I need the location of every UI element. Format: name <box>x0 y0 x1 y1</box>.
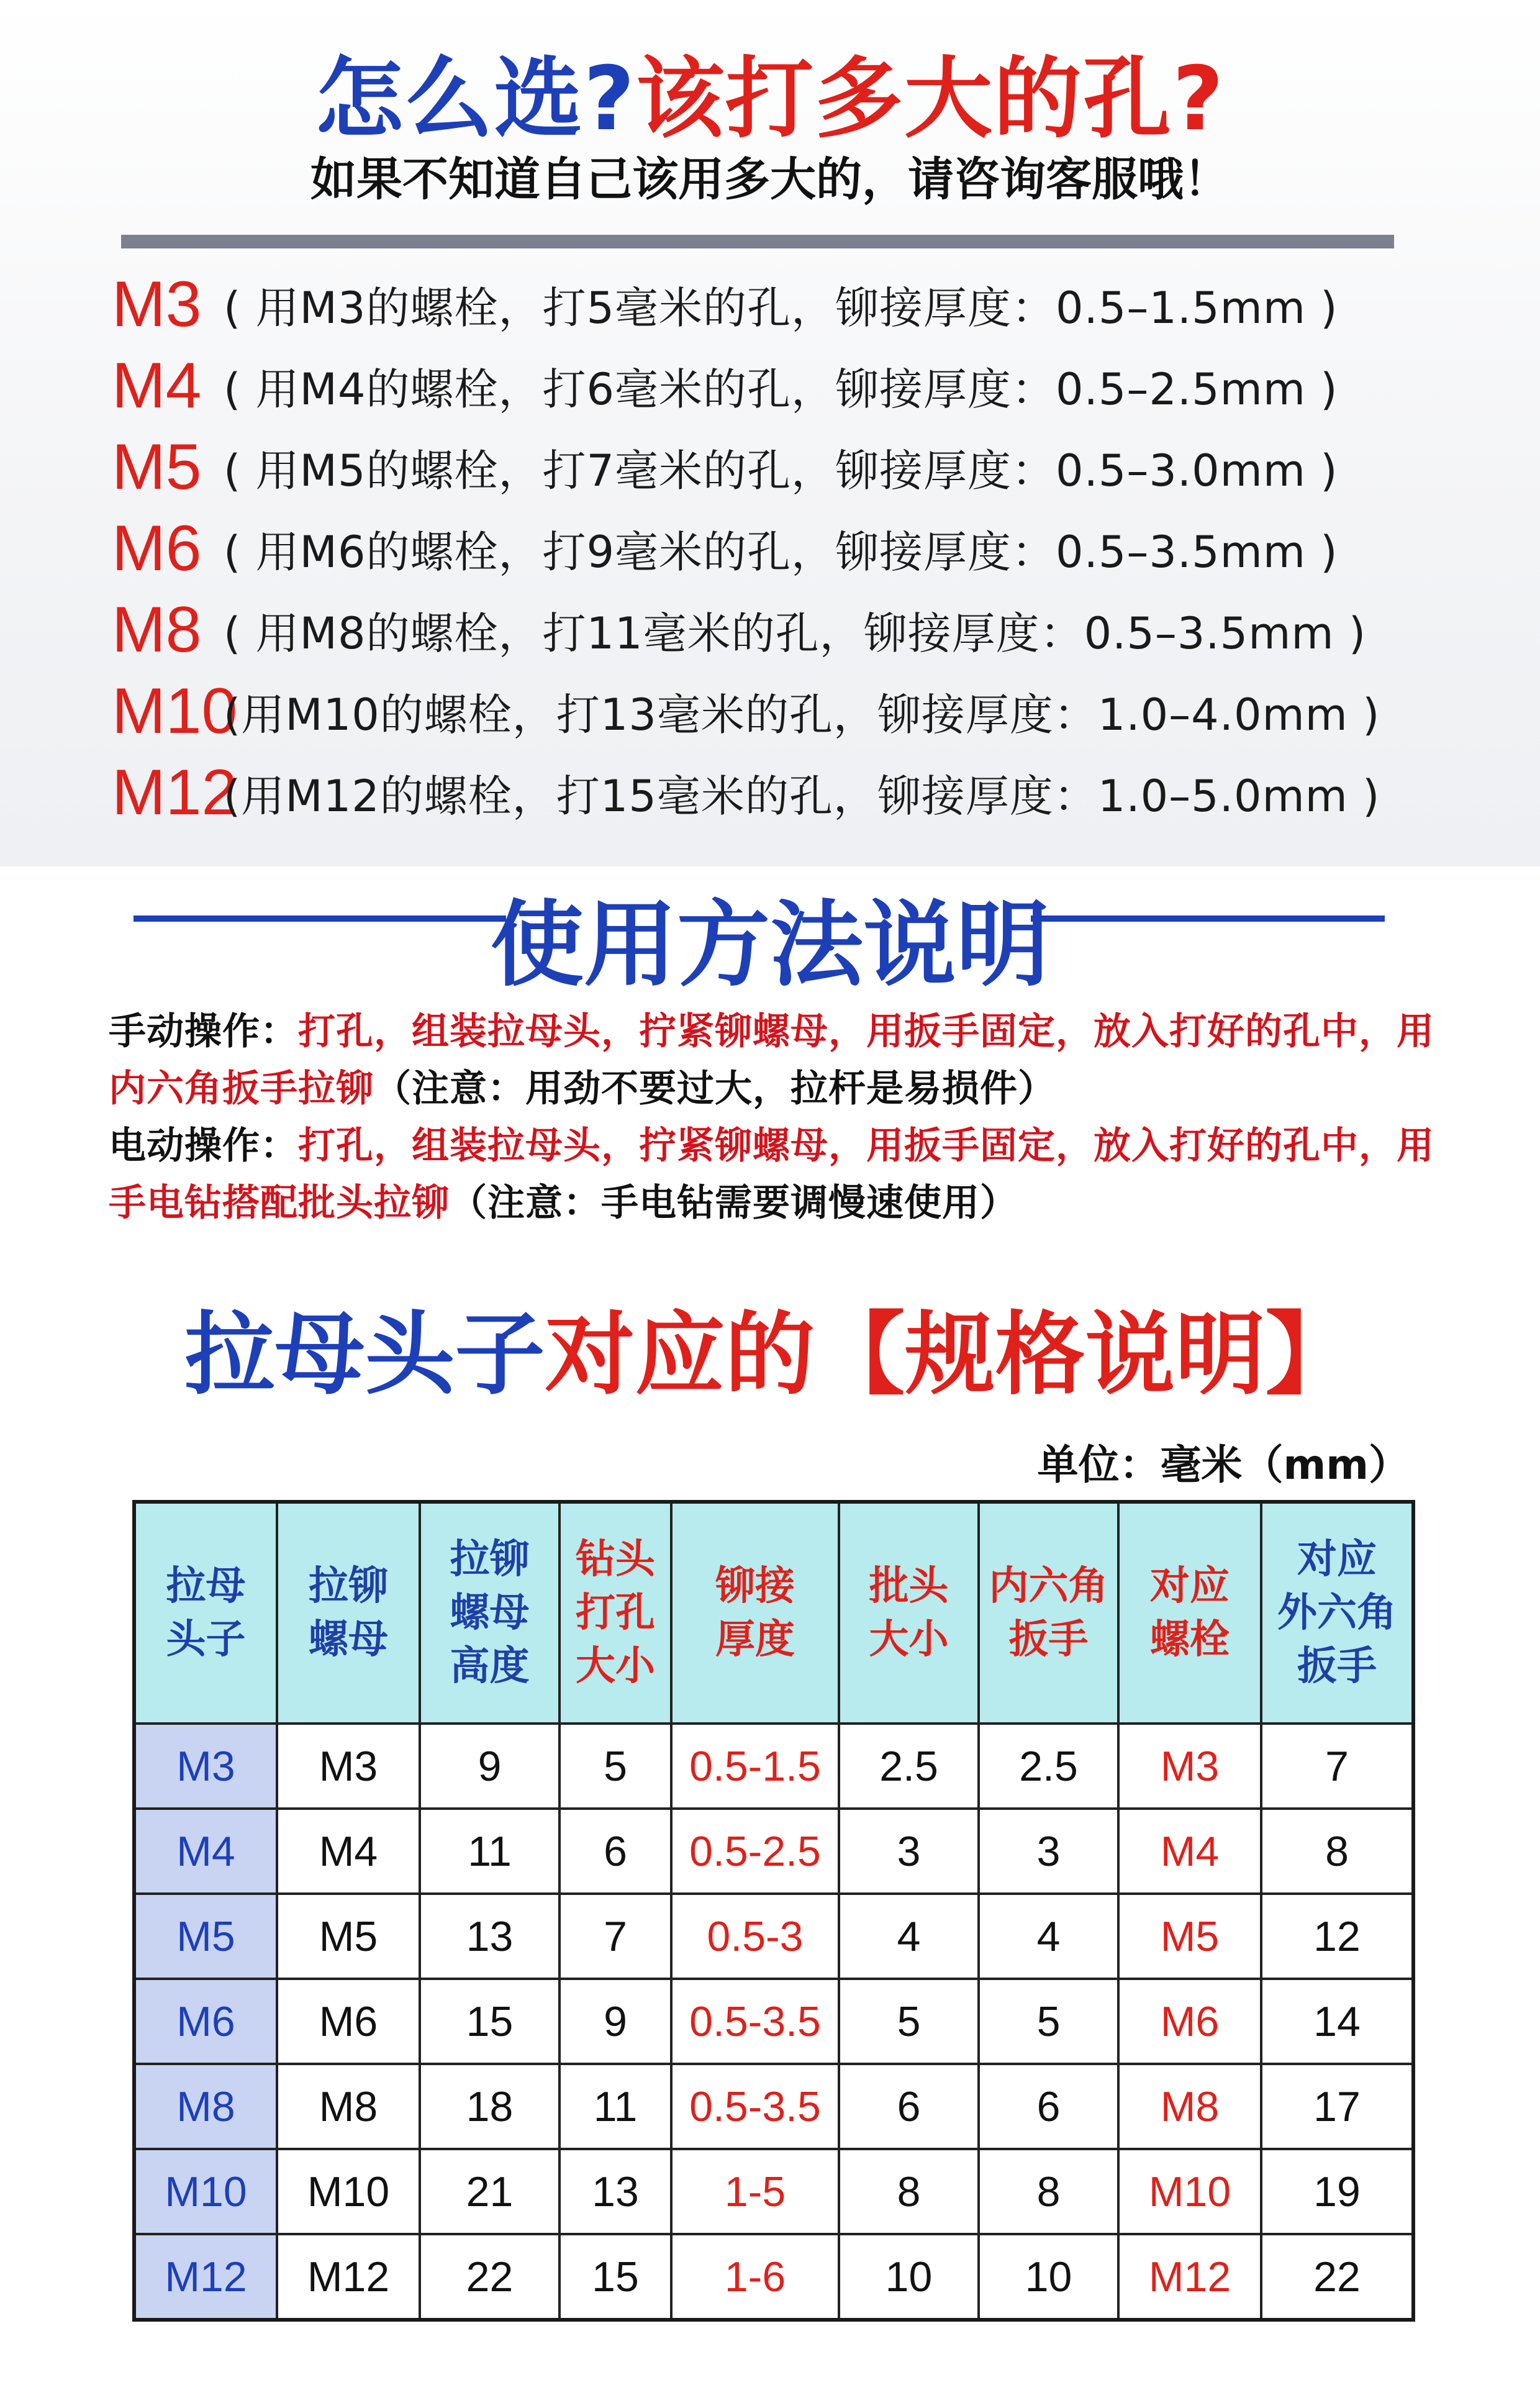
header-line: 螺母 <box>309 1617 388 1663</box>
cell-nut-height: 9 <box>420 1724 559 1809</box>
cell-drill-size: 6 <box>559 1809 671 1894</box>
usage-instructions <box>109 1003 1444 1232</box>
cell-rivet-thickness: 1-6 <box>671 2234 839 2320</box>
cell-drill-size: 13 <box>559 2149 671 2234</box>
table-row <box>134 1894 1413 1979</box>
cell-hex-wrench: 12 <box>1261 1894 1413 1979</box>
spec-line <box>112 264 1434 345</box>
manual-label: 手动操作： <box>109 1010 298 1053</box>
header-line: 螺母 <box>450 1590 530 1636</box>
electric-steps: 打孔，组装拉母头，拧紧铆螺母，用扳手固定，放入打好的孔中，用手电钻搭配批头拉铆 <box>109 1124 1434 1225</box>
header-line: 铆接 <box>715 1563 795 1609</box>
header-line: 头子 <box>166 1617 246 1663</box>
spec-title-red: 对应的【规格说明】 <box>545 1302 1356 1407</box>
spec-code: M3 <box>112 268 202 340</box>
cell-bit-size: 2.5 <box>839 1724 979 1809</box>
cell-bit-size: 6 <box>839 2064 979 2149</box>
header-line: 钻头 <box>576 1537 655 1583</box>
header-line: 厚度 <box>715 1617 795 1663</box>
header-line: 螺栓 <box>1150 1617 1230 1663</box>
spec-line <box>112 671 1434 752</box>
cell-nut-head: M3 <box>134 1724 277 1809</box>
hole-size-subtitle: 如果不知道自己该用多大的，请咨询客服哦！ <box>310 153 1230 206</box>
table-header-row <box>134 1502 1413 1724</box>
electric-operation <box>109 1117 1444 1232</box>
header-line: 高度 <box>450 1643 530 1689</box>
table-body <box>134 1724 1413 2320</box>
cell-hex-key: 6 <box>979 2064 1118 2149</box>
table-row <box>134 2149 1413 2234</box>
cell-matching-bolt: M3 <box>1118 1724 1261 1809</box>
title-question: 怎么选? <box>315 48 636 150</box>
cell-hex-key: 8 <box>979 2149 1118 2234</box>
cell-nut-head: M8 <box>134 2064 277 2149</box>
cell-hex-key: 4 <box>979 1894 1118 1979</box>
table-row <box>134 1724 1413 1809</box>
cell-rivet-thickness: 1-5 <box>671 2149 839 2234</box>
cell-hex-wrench: 14 <box>1261 1979 1413 2064</box>
cell-rivet-nut: M5 <box>277 1894 420 1979</box>
manual-operation <box>109 1003 1444 1117</box>
cell-nut-head: M5 <box>134 1894 277 1979</box>
cell-matching-bolt: M12 <box>1118 2234 1261 2320</box>
cell-drill-size: 7 <box>559 1894 671 1979</box>
cell-bit-size: 5 <box>839 1979 979 2064</box>
cell-matching-bolt: M10 <box>1118 2149 1261 2234</box>
header-hex-wrench <box>1261 1502 1413 1724</box>
header-line: 拉铆 <box>450 1537 530 1583</box>
table-row <box>134 1979 1413 2064</box>
cell-nut-height: 22 <box>420 2234 559 2320</box>
cell-rivet-nut: M10 <box>277 2149 420 2234</box>
header-matching-bolt <box>1118 1502 1261 1724</box>
cell-rivet-nut: M4 <box>277 1809 420 1894</box>
header-rivet-thickness <box>671 1502 839 1724</box>
section-divider <box>121 235 1394 248</box>
cell-rivet-nut: M6 <box>277 1979 420 2064</box>
cell-rivet-thickness: 0.5-3.5 <box>671 2064 839 2149</box>
spec-description: ( 用M4的螺栓，打6毫米的孔，铆接厚度：0.5–2.5mm ) <box>224 364 1338 415</box>
spec-description: ( 用M3的螺栓，打5毫米的孔，铆接厚度：0.5–1.5mm ) <box>224 283 1338 334</box>
usage-heading <box>0 870 1540 999</box>
cell-drill-size: 9 <box>559 1979 671 2064</box>
header-line: 对应 <box>1297 1537 1377 1583</box>
spec-code: M12 <box>112 756 238 829</box>
spec-description: (用M10的螺栓，打13毫米的孔，铆接厚度：1.0–4.0mm ) <box>224 689 1380 740</box>
electric-note: （注意：手电钻需要调慢速使用） <box>450 1181 1018 1225</box>
header-nut-height <box>420 1502 559 1724</box>
cell-nut-height: 18 <box>420 2064 559 2149</box>
header-line: 拉母 <box>166 1563 246 1609</box>
cell-rivet-nut: M12 <box>277 2234 420 2320</box>
bolt-spec-list <box>112 264 1434 834</box>
spec-line <box>112 508 1434 589</box>
header-line: 大小 <box>869 1617 949 1663</box>
header-rivet-nut <box>277 1502 420 1724</box>
cell-nut-height: 21 <box>420 2149 559 2234</box>
cell-hex-key: 3 <box>979 1809 1118 1894</box>
spec-code: M8 <box>112 594 202 666</box>
cell-drill-size: 11 <box>559 2064 671 2149</box>
electric-label: 电动操作： <box>109 1124 298 1168</box>
spec-title-blue: 拉母头子 <box>184 1302 545 1407</box>
unit-label: 单位：毫米（mm） <box>1037 1441 1410 1489</box>
cell-nut-height: 15 <box>420 1979 559 2064</box>
spec-line <box>112 427 1434 508</box>
spec-line <box>112 345 1434 427</box>
cell-matching-bolt: M6 <box>1118 1979 1261 2064</box>
header-line: 大小 <box>576 1643 655 1689</box>
cell-nut-height: 11 <box>420 1809 559 1894</box>
header-line: 拉铆 <box>309 1563 388 1609</box>
cell-nut-head: M4 <box>134 1809 277 1894</box>
spec-description: (用M12的螺栓，打15毫米的孔，铆接厚度：1.0–5.0mm ) <box>224 771 1380 822</box>
spec-code: M5 <box>112 431 202 503</box>
usage-title: 使用方法说明 <box>490 891 1049 999</box>
header-line: 扳手 <box>1297 1643 1377 1689</box>
table-row <box>134 1809 1413 1894</box>
table-row <box>134 2064 1413 2149</box>
header-drill-size <box>559 1502 671 1724</box>
table-row <box>134 2234 1413 2320</box>
spec-line <box>112 752 1434 834</box>
title-highlight: 该打多大的孔? <box>636 48 1225 150</box>
hole-size-title <box>0 28 1540 150</box>
cell-rivet-thickness: 0.5-3 <box>671 1894 839 1979</box>
cell-hex-wrench: 19 <box>1261 2149 1413 2234</box>
manual-steps: 打孔，组装拉母头，拧紧铆螺母，用扳手固定，放入打好的孔中，用内六角扳手拉铆 <box>109 1010 1434 1111</box>
header-line: 对应 <box>1150 1563 1230 1609</box>
cell-matching-bolt: M5 <box>1118 1894 1261 1979</box>
spec-description: ( 用M8的螺栓，打11毫米的孔，铆接厚度：0.5–3.5mm ) <box>224 608 1367 659</box>
cell-hex-key: 10 <box>979 2234 1118 2320</box>
cell-rivet-thickness: 0.5-1.5 <box>671 1724 839 1809</box>
cell-rivet-nut: M3 <box>277 1724 420 1809</box>
spec-code: M4 <box>112 350 202 422</box>
cell-bit-size: 8 <box>839 2149 979 2234</box>
spec-table <box>132 1500 1415 2322</box>
cell-matching-bolt: M4 <box>1118 1809 1261 1894</box>
cell-drill-size: 15 <box>559 2234 671 2320</box>
header-hex-key <box>979 1502 1118 1724</box>
header-line: 扳手 <box>1008 1617 1089 1663</box>
cell-hex-wrench: 17 <box>1261 2064 1413 2149</box>
cell-hex-wrench: 8 <box>1261 1809 1413 1894</box>
cell-nut-head: M10 <box>134 2149 277 2234</box>
header-line: 打孔 <box>576 1590 655 1636</box>
spec-code: M10 <box>112 675 238 747</box>
cell-matching-bolt: M8 <box>1118 2064 1261 2149</box>
cell-hex-key: 5 <box>979 1979 1118 2064</box>
cell-nut-height: 13 <box>420 1894 559 1979</box>
manual-note: （注意：用劲不要过大，拉杆是易损件） <box>374 1067 1056 1111</box>
header-line: 批头 <box>869 1563 949 1609</box>
cell-bit-size: 3 <box>839 1809 979 1894</box>
spec-code: M6 <box>112 512 202 584</box>
header-bit-size <box>839 1502 979 1724</box>
header-line: 外六角 <box>1277 1590 1397 1636</box>
spec-line <box>112 589 1434 671</box>
cell-drill-size: 5 <box>559 1724 671 1809</box>
cell-rivet-nut: M8 <box>277 2064 420 2149</box>
cell-rivet-thickness: 0.5-2.5 <box>671 1809 839 1894</box>
header-nut-head <box>134 1502 277 1724</box>
spec-description: ( 用M5的螺栓，打7毫米的孔，铆接厚度：0.5–3.0mm ) <box>224 445 1338 496</box>
header-line: 内六角 <box>989 1563 1108 1609</box>
cell-nut-head: M12 <box>134 2234 277 2320</box>
cell-bit-size: 10 <box>839 2234 979 2320</box>
cell-nut-head: M6 <box>134 1979 277 2064</box>
spec-table-title <box>0 1283 1540 1407</box>
cell-hex-wrench: 22 <box>1261 2234 1413 2320</box>
cell-hex-key: 2.5 <box>979 1724 1118 1809</box>
cell-rivet-thickness: 0.5-3.5 <box>671 1979 839 2064</box>
cell-bit-size: 4 <box>839 1894 979 1979</box>
spec-description: ( 用M6的螺栓，打9毫米的孔，铆接厚度：0.5–3.5mm ) <box>224 527 1338 578</box>
cell-hex-wrench: 7 <box>1261 1724 1413 1809</box>
